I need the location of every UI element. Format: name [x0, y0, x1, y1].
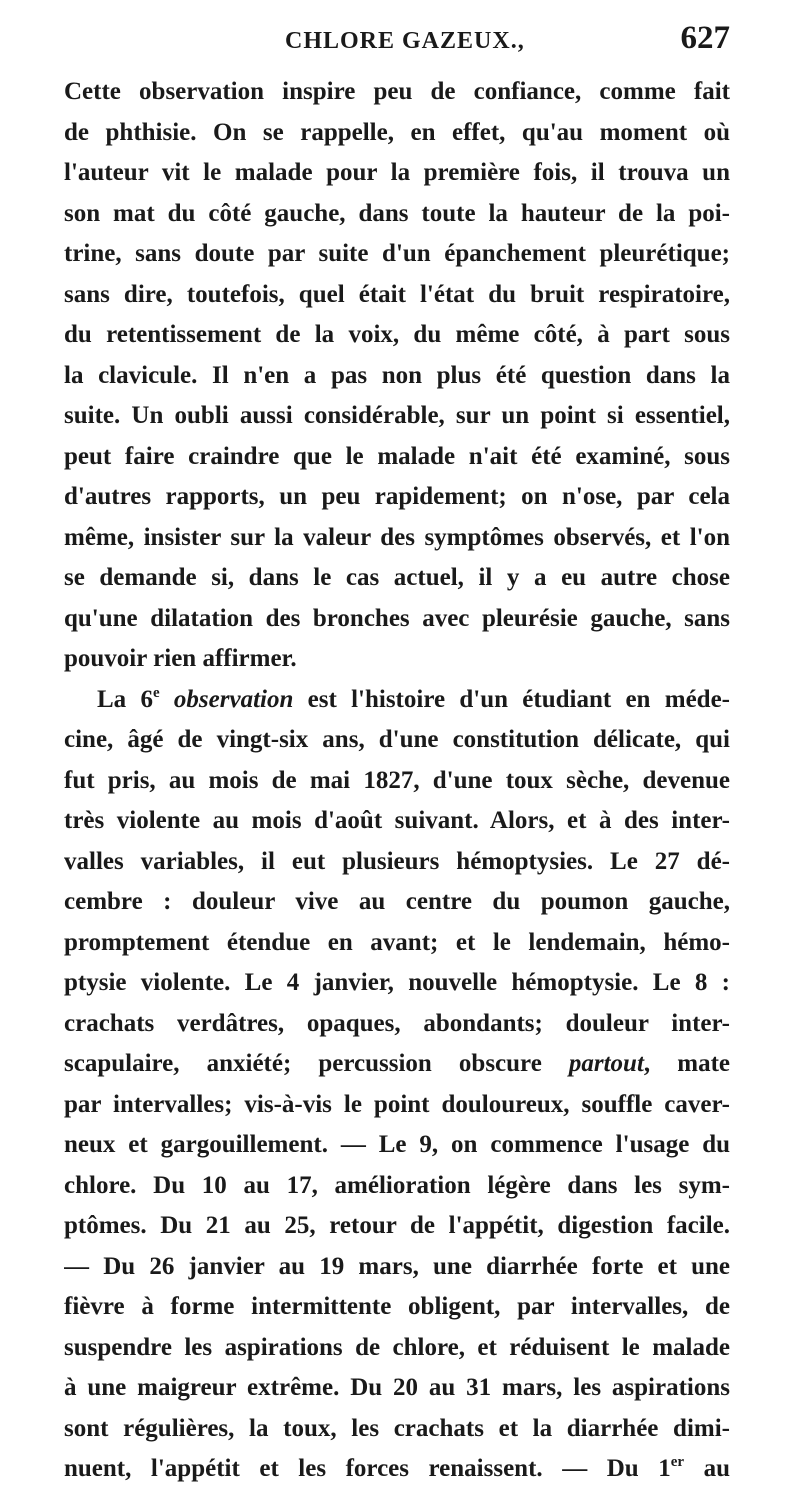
- text-line: promptement étendue en avant; et le lendemain, hémo-: [64, 928, 730, 956]
- text-line: [64, 1044, 730, 1085]
- italic-text: partout: [568, 1050, 644, 1077]
- paragraph-start-line: [64, 680, 730, 721]
- text-line: ptysie violente. Le 4 janvier, nouvelle hémoptysie. Le 8 :: [64, 969, 730, 996]
- text-line: sont régulières, la toux, les crachats et la diarrhée dimi-: [64, 1414, 730, 1442]
- text-line: du retentissement de la voix, du même côté, à part sous: [64, 321, 730, 348]
- text-line: cine, âgé de vingt-six ans, d'une constitution délicate, qui: [64, 726, 730, 753]
- text-run: La 6: [97, 685, 153, 713]
- text-line: peut faire craindre que le malade n'ait été examiné, sous: [64, 442, 730, 470]
- text-line: trine, sans doute par suite d'un épanchement pleurétique;: [64, 240, 730, 267]
- text-line: de phthisie. On se rappelle, en effet, qu'au moment où: [64, 118, 730, 146]
- text-run: est l'histoire d'un étudiant en méde-: [293, 685, 730, 713]
- text-line: crachats verdâtres, opaques, abondants; douleur inter-: [64, 1009, 730, 1037]
- text-line: pouvoir rien affirmer.: [64, 645, 297, 672]
- text-line: à une maigreur extrême. Du 20 au 31 mars, les aspirations: [64, 1374, 730, 1401]
- text-line: la clavicule. Il n'en a pas non plus été question dans la: [64, 361, 730, 389]
- text-line: Cette observation inspire peu de confiance, comme fait: [64, 78, 730, 105]
- superscript: er: [670, 1454, 685, 1470]
- text-line: suite. Un oubli aussi considérable, sur un point si essentiel,: [64, 402, 730, 429]
- text-line: chlore. Du 10 au 17, amélioration légère dans les sym-: [64, 1171, 730, 1199]
- text-line: son mat du côté gauche, dans toute la hauteur de la poi-: [64, 199, 730, 227]
- text-run: , mate: [643, 1050, 730, 1077]
- text-line: neux et gargouillement. — Le 9, on commence l'usage du: [64, 1131, 730, 1158]
- text-line: même, insister sur la valeur des symptômes observés, et l'on: [64, 523, 730, 551]
- text-line: sans dire, toutefois, quel était l'état du bruit respiratoire,: [64, 280, 730, 308]
- running-title: CHLORE GAZEUX.,: [285, 28, 525, 54]
- text-run: au: [684, 1455, 730, 1482]
- text-line: qu'une dilatation des bronches avec pleurésie gauche, sans: [64, 604, 730, 632]
- text-line: — Du 26 janvier au 19 mars, une diarrhée forte et une: [64, 1252, 730, 1280]
- text-line: se demande si, dans le cas actuel, il y a eu autre chose: [64, 564, 730, 591]
- text-line: fut pris, au mois de mai 1827, d'une toux sèche, devenue: [64, 766, 730, 794]
- text-line: l'auteur vit le malade pour la première fois, il trouva un: [64, 159, 730, 186]
- page-header: [64, 18, 730, 68]
- text-line: d'autres rapports, un peu rapidement; on n'ose, par cela: [64, 483, 730, 510]
- text-line: valles variables, il eut plusieurs hémoptysies. Le 27 dé-: [64, 847, 730, 875]
- text-line: très violente au mois d'août suivant. Alors, et à des inter-: [64, 807, 730, 834]
- text-line: fièvre à forme intermittente obligent, par intervalles, de: [64, 1293, 730, 1320]
- text-line: par intervalles; vis-à-vis le point douloureux, souffle caver-: [64, 1090, 730, 1118]
- italic-text: observation: [173, 685, 294, 713]
- text-line: suspendre les aspirations de chlore, et réduisent le malade: [64, 1333, 730, 1361]
- text-line: [64, 1449, 730, 1490]
- text-line: ptômes. Du 21 au 25, retour de l'appétit, digestion facile.: [64, 1212, 730, 1239]
- superscript: e: [152, 684, 160, 701]
- text-run: scapulaire, anxiété; percussion obscure: [64, 1050, 569, 1077]
- text-line: cembre : douleur vive au centre du poumon gauche,: [64, 888, 730, 915]
- body-text: [64, 72, 730, 1490]
- text-run: nuent, l'appétit et les forces renaissent. — Du 1: [64, 1455, 671, 1482]
- page-number: 627: [680, 20, 730, 56]
